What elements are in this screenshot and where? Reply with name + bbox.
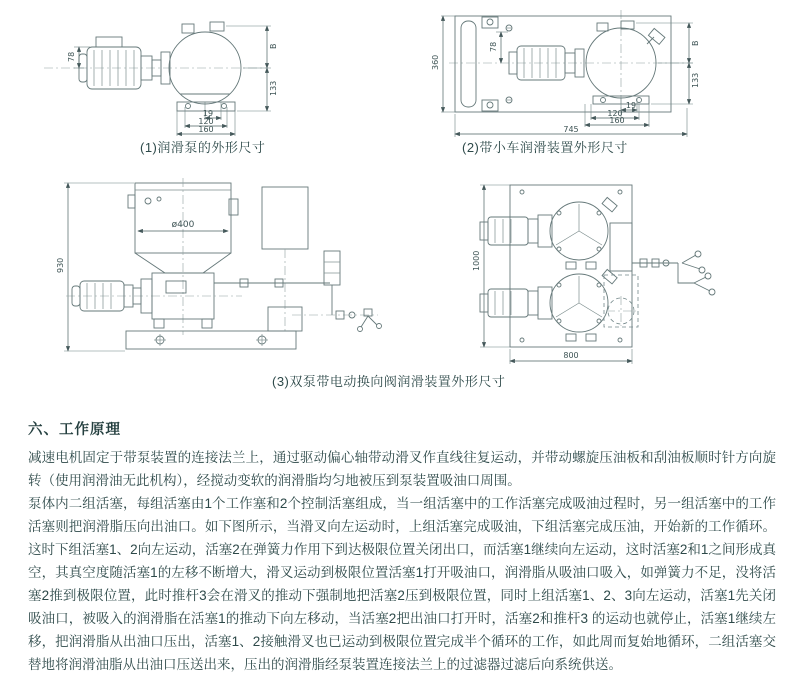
figure2-caption: (2)带小车润滑装置外形尺寸	[462, 140, 628, 155]
figure1-caption: (1)润滑泵的外形尺寸	[140, 140, 266, 155]
y-distributor-icon-1	[682, 251, 705, 273]
paragraph-1: 减速电机固定于带泵装置的连接法兰上，通过驱动偏心轴带动滑叉作直线往复运动，并带动螺旋压油板和刮油板顺时针方向旋转（使用润滑油无此机构），经搅动变软的润滑脂均匀地被压到泵装置吸油口周围。	[28, 450, 776, 488]
dim-120-label: 120	[198, 117, 214, 126]
dim-B-label: B	[269, 43, 278, 49]
figure1-pump-outline	[30, 6, 300, 138]
dim-78-label: 78	[489, 41, 498, 52]
y-fitting-icon	[358, 309, 382, 332]
dim-745-label: 745	[563, 125, 579, 134]
dim-B-label: B	[691, 40, 700, 46]
figure3-caption: (3)双泵带电动换向阀润滑装置外形尺寸	[272, 374, 506, 389]
pump-outline-drawing	[30, 6, 300, 138]
working-principle-section	[28, 418, 776, 676]
pump-body-group	[586, 21, 665, 104]
dim-dia400-label: ø400	[171, 220, 195, 230]
section-heading: 六、工作原理	[28, 422, 121, 438]
figure2-cart-outline	[425, 6, 715, 140]
dim-133-label: 133	[269, 80, 278, 96]
figure3-dual-pump-outline	[30, 175, 730, 367]
dim-1000-label: 1000	[472, 250, 481, 271]
dim-800-label: 800	[563, 351, 579, 360]
dim-133-label: 133	[691, 72, 700, 88]
dim-19-label: 19	[202, 109, 214, 118]
dim-120-label: 120	[607, 109, 623, 118]
dual-pump-drawing	[30, 175, 730, 367]
dim-930-label: 930	[56, 257, 65, 273]
cart-outline-drawing	[425, 6, 715, 140]
dim-160-label: 160	[198, 125, 214, 134]
y-distributor-icon-2	[694, 273, 715, 295]
motor-group	[79, 37, 141, 89]
dim-19-label: 19	[625, 101, 637, 110]
dim-360-label: 360	[431, 54, 440, 70]
dim-160-label: 160	[609, 116, 625, 125]
top-view-group	[472, 185, 715, 364]
dim-78-label: 78	[67, 51, 76, 62]
pump-body-group	[169, 22, 241, 111]
side-view-group	[56, 178, 382, 351]
paragraph-2: 泵体内二组活塞，每组活塞由1个工作塞和2个控制活塞组成，当一组活塞中的工作活塞完成吸油过程时，另一组活塞中的工作活塞则把润滑脂压向出油口。如下图所示，当滑叉向左运动时，上组活塞完成吸油，下组活塞完成压油，开始新的工作循环。这时下组活塞1、2向左运动，活塞2在弹簧力作用下到达极限位置关闭出口，而活塞1继续向左运动，这时活塞2和1之间形成真空，其真空度随活塞1的左移不断增大，滑叉运动到极限位置活塞1打开吸油口，润滑脂从吸油口吸入，如弹簧力不足，没将活塞2推到极限位置，此时推杆3会在滑叉的推动下强制地把活塞2压到极限位置，同时上组活塞1、2、3向左运动，活塞1先关闭吸油口，被吸入的润滑脂在活塞1的推动下向左移动，当活塞2把出油口打开时，活塞2和推杆3 的运动也就停止，活塞1继续左移，把润滑脂从出油口压出，活塞1、2接触滑叉也已运动到极限位置完成半个循环的工作，如此周而复始地循环，二组活塞交替地将润滑油脂从出油口压送出来，压出的润滑脂经泵装置连接法兰上的过滤器过滤后向系统供送。	[28, 496, 776, 672]
